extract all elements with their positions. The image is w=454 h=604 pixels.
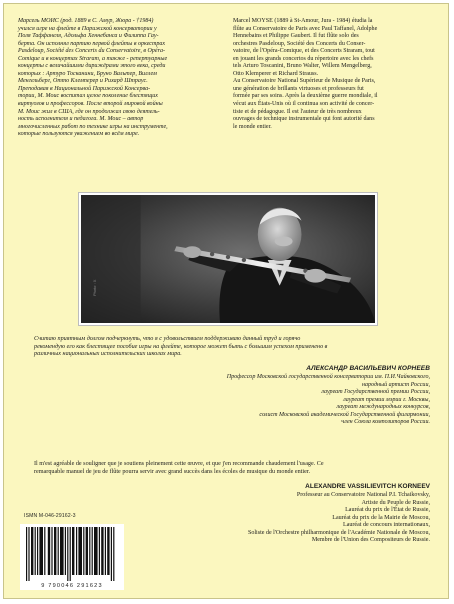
bio-line: концерты с величайшими дирижёрами этого века, среди <box>18 63 166 70</box>
ismn-number: ISMN M-046-29162-3 <box>24 513 76 519</box>
signatory-name: ALEXANDRE VASSILIEVITCH KORNEEV <box>305 483 430 490</box>
bio-line: которые пользуются уважением во всём мире. <box>18 131 140 138</box>
signatory-title: народный артист России, <box>361 381 430 388</box>
bio-line: Pasdeloup, Société des Concerts du Conservatoire, в Opéra- <box>18 48 165 55</box>
barcode-bars <box>20 524 124 582</box>
barcode-number: 9 790046 291623 <box>41 583 103 589</box>
bio-line: Марсель МОИС (род. 1889 в С. Амур, Жюра - †1984) <box>18 18 154 24</box>
french-endorsement <box>34 461 432 476</box>
bio-line: Менгельберг, Отто Клемперер и Рихард Штраус. <box>18 78 148 85</box>
bio-line: ность исполнителя и педагога. М. Моис – автор <box>18 116 144 123</box>
russian-biography <box>18 18 223 139</box>
bio-line: многочисленных работ по технике игры на инструменте, <box>18 123 168 130</box>
french-signature <box>100 482 430 545</box>
signatory-title: Artiste du Peuple de Russie, <box>361 499 430 506</box>
bio-line: берта. Он исполнял партию первой флейты в оркестрах <box>18 40 166 47</box>
signatory-title: Membre de l'Union des Compositeurs de Russie. <box>311 537 430 544</box>
endorsement-line: Считаю приятным долгом подчеркнуть, что я с удовольствием поддерживаю данный труд и горячо <box>34 336 301 342</box>
book-back-cover <box>3 3 449 599</box>
signatory-title: лауреат международных конкурсов, <box>336 404 430 411</box>
bio-line: которых : Артуро Тосканини, Бруно Вальтер, Виллем <box>18 70 157 77</box>
russian-signature <box>100 364 430 427</box>
french-biography <box>233 18 438 131</box>
bio-line: le monde entier. <box>233 123 272 130</box>
bio-line: виртуозов и профессоров. После второй мировой войны <box>18 101 163 108</box>
bio-line: Hennebains et Philippe Gaubert. Il fut flûte solo des <box>233 33 359 40</box>
bio-line: tiste et de pédagogue. Il est l'auteur de très nombreux <box>233 108 362 115</box>
bio-line: тории, М. Моис воспитал целое поколение блестящих <box>18 93 158 100</box>
russian-endorsement <box>34 336 432 359</box>
bio-line: une génération de brillants virtuoses et professeurs fut <box>233 85 364 92</box>
portrait-photo <box>78 192 378 326</box>
signatory-name: АЛЕКСАНДР ВАСИЛЬЕВИЧ КОРНЕЕВ <box>306 365 430 372</box>
bio-line: tels Arturo Toscanini, Bruno Walter, Willem Mengelberg, <box>233 63 372 70</box>
bio-line: flûte au Conservatoire de Paris avec Paul Taffanel, Adolphe <box>233 25 378 32</box>
signatory-title: лауреат премии мэрии г. Москвы, <box>343 396 430 403</box>
signatory-title: Professeur au Conservatoire National P.I. Tchaikovsky, <box>296 492 430 498</box>
bio-line: en jouant les grands concertos du répertoire avec les chefs <box>233 55 374 62</box>
bio-line: Au Conservatoire National Supérieur de Musique de Paris, <box>233 78 376 85</box>
bio-line: Преподавая в Национальной Парижской Консерва- <box>18 85 151 92</box>
bio-line: Marcel MOYSE (1889 à St-Amour, Jura - 1984) étudia la <box>233 18 373 24</box>
bio-line: ouvrages de technique instrumentale qui font autorité dans <box>233 116 375 123</box>
bio-line: Поля Таффанеля, Адольфа Хеннебанса и Филиппа Гау- <box>18 33 159 40</box>
flutist-photo-image <box>81 195 375 323</box>
bio-line: orchestres Pasdeloup, Société des Concerts du Conser- <box>233 40 366 47</box>
bio-line: М. Моис жил в США, где он продолжал свою деятель- <box>18 108 160 115</box>
signatory-title: Lauréat du prix de l'État de Russie, <box>345 507 430 514</box>
bio-line: учился игре на флейте в Парижской консерватории у <box>18 25 157 32</box>
barcode <box>20 524 124 590</box>
signatory-title: Профессор Московской государственной консерватории им. П.И.Чайковского, <box>226 374 430 380</box>
signatory-title: лауреат Государственной премии России, <box>321 389 430 396</box>
photo-credit: Photo : X <box>92 279 97 296</box>
signatory-title: Lauréat de concours internationaux, <box>343 522 430 529</box>
signatory-title: солист Московской академической Государственной филармонии, <box>259 411 430 418</box>
endorsement-line: remarquable manuel de jeu de flûte pourra servir avec grand succès dans les écoles de musique du monde entier. <box>34 468 311 475</box>
bio-line: vatoire, de l'Opéra-Comique, et des Concerts Straram, tout <box>233 48 375 55</box>
bio-line: Comique и в концертах Straram, а также - репертуарные <box>18 55 168 62</box>
signatory-title: член Союза композиторов России. <box>341 419 430 426</box>
signatory-title: Soliste de l'Orchestre philharmonique de l'Académie Nationale de Moscou, <box>247 529 430 536</box>
bio-line: formée par ses soins. Après la deuxième guerre mondiale, il <box>233 93 378 100</box>
endorsement-line: рекомендую его как блестящее пособие игры на флейте, которое может быть с большим успехом применено в <box>34 343 328 350</box>
bio-line: vécut aux États-Unis où il continua son activité de concer- <box>233 101 375 108</box>
endorsement-line: различных национальных исполнительских школах мира. <box>34 351 182 358</box>
signatory-title: Lauréat du prix de la Mairie de Moscou, <box>332 514 430 521</box>
bio-line: Otto Klemperer et Richard Strauss. <box>233 70 319 77</box>
endorsement-line: Il m'est agréable de souligner que je soutiens pleinement cette œuvre, et que j'en recommande chaudement l'usage. Ce <box>34 461 324 467</box>
